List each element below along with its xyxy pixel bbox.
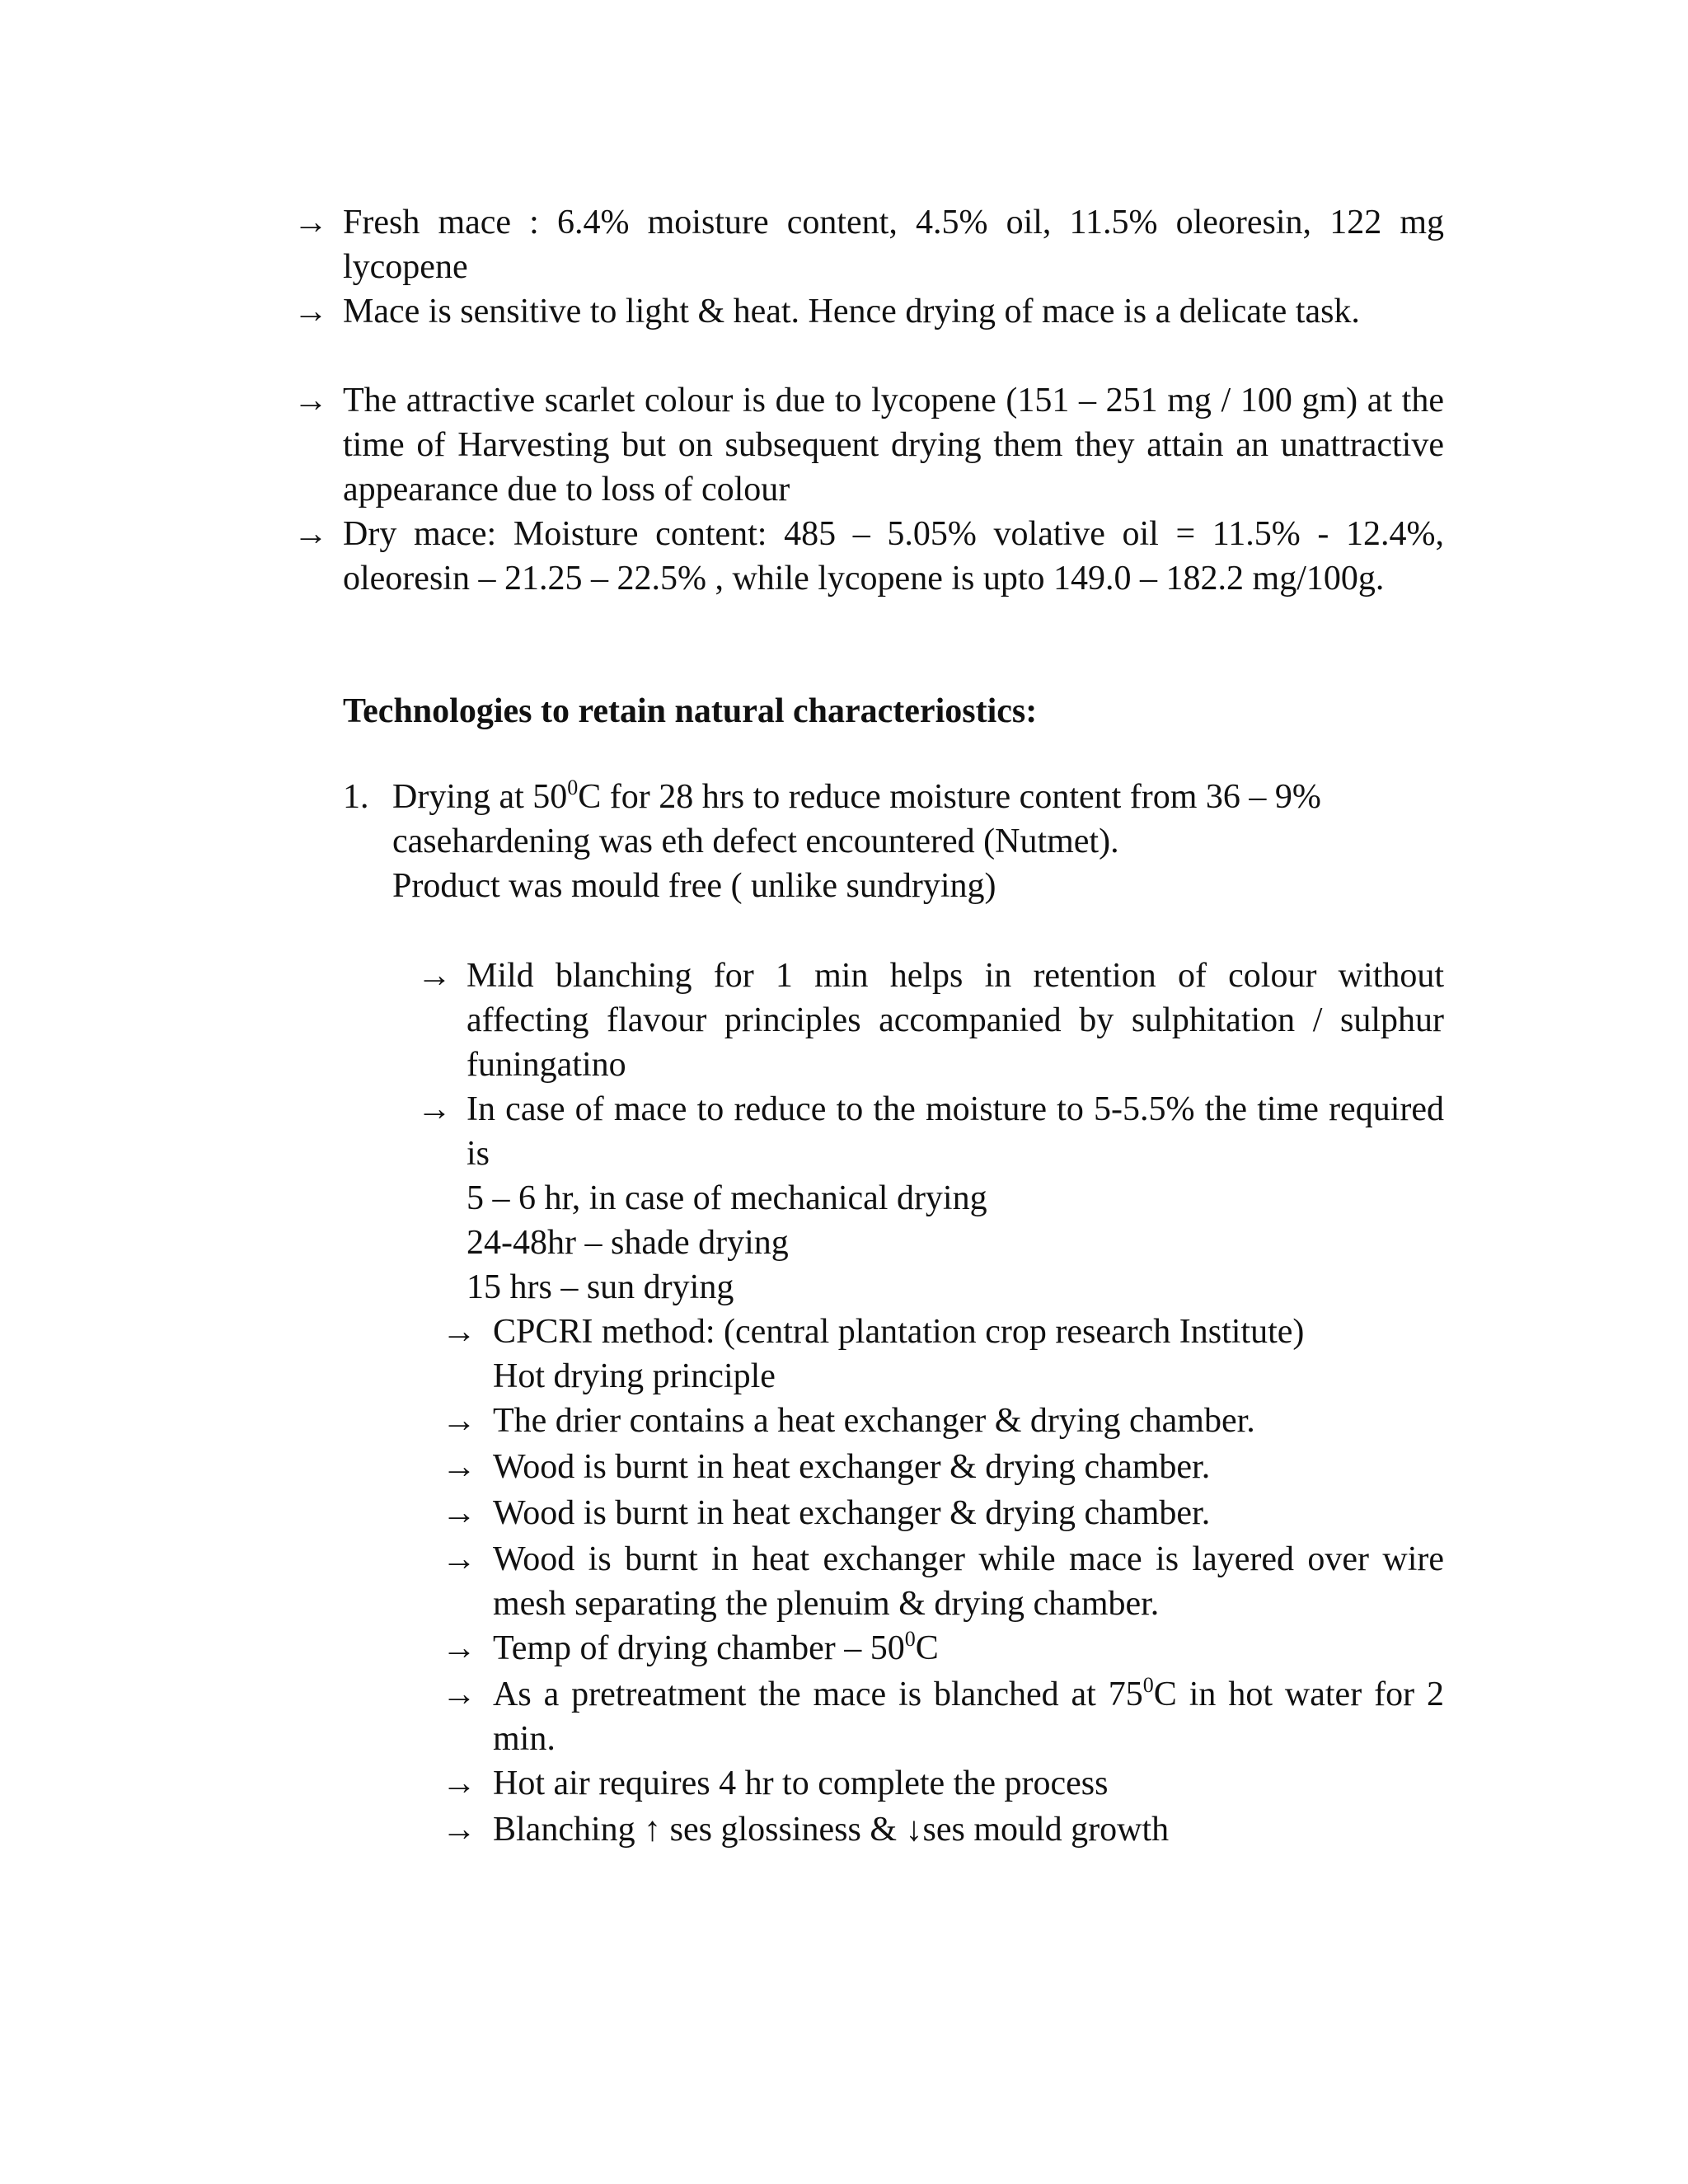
item-number: 1. [343,778,369,816]
cpcri-line-1: CPCRI method: (central plantation crop research Institute) [493,1313,1305,1351]
text: As a pretreatment the mace is blanched at 75 [493,1675,1143,1713]
arrow-icon: → [442,1494,476,1532]
section-heading: Technologies to retain natural characteriostics: [343,692,1038,730]
arrow-icon: → [417,1090,452,1128]
bullet-text: The attractive scarlet colour is due to lycopene (151 – 251 mg / 100 gm) at the time of Harvesting but on subsequent drying them they attain an unattractive appearance due to loss of colour [343,382,1444,509]
superscript: 0 [904,1627,916,1651]
text: Drying at 50 [392,778,568,816]
sub-bullet-mace-moisture [417,1087,1444,1176]
bullet-wood-burnt-mesh [442,1537,1444,1626]
bullet-text: Fresh mace : 6.4% moisture content, 4.5% oil, 11.5% oleoresin, 122 mg lycopene [343,204,1444,286]
numbered-line-1 [392,775,1444,819]
bullet-wood-burnt-2 [442,1491,1444,1535]
drying-time-mechanical: 5 – 6 hr, in case of mechanical drying [467,1179,987,1217]
arrow-icon: → [442,1765,476,1802]
down-arrow-icon: ↓ [905,1811,923,1849]
bullet-fresh-mace [293,200,1444,289]
bullet-pretreatment [442,1672,1445,1761]
numbered-line-2: casehardening was eth defect encountered (Nutmet). [392,823,1119,860]
arrow-icon: → [442,1629,476,1667]
bullet-text: Mace is sensitive to light & heat. Hence drying of mace is a delicate task. [343,293,1360,330]
text: C [915,1629,939,1667]
bullet-blanching-effects [442,1807,1444,1852]
superscript: 0 [567,776,579,799]
bullet-drier-contains [442,1399,1444,1443]
arrow-icon: → [293,382,328,419]
bullet-text: Mild blanching for 1 min helps in retention of colour without affecting flavour principles accompanied by sulphitation / sulphur funingatino [467,957,1444,1084]
bullet-hot-air [442,1761,1444,1806]
text: C in hot water for 2 min. [493,1675,1445,1758]
bullet-text: Wood is burnt in heat exchanger while mace is layered over wire mesh separating the plenuim & drying chamber. [493,1540,1444,1623]
arrow-icon: → [442,1540,476,1578]
text: Blanching [493,1811,645,1849]
bullet-wood-burnt-1 [442,1445,1444,1489]
bullet-text: Dry mace: Moisture content: 485 – 5.05% volative oil = 11.5% - 12.4%, oleoresin – 21.25 – 22.5% , while lycopene is upto 149.0 – 182.2 mg/100g. [343,515,1444,598]
superscript: 0 [1142,1673,1154,1697]
bullet-text: Wood is burnt in heat exchanger & drying chamber. [493,1448,1211,1486]
text: ses mould growth [922,1811,1170,1849]
drying-time-shade: 24-48hr – shade drying [467,1224,789,1262]
bullet-temp-chamber [442,1626,1444,1671]
text: ses glossiness & [661,1811,906,1849]
arrow-icon: → [442,1448,476,1486]
bullet-text: The drier contains a heat exchanger & drying chamber. [493,1402,1255,1440]
arrow-icon: → [293,515,328,553]
cpcri-line-2: Hot drying principle [493,1357,776,1395]
arrow-icon: → [442,1313,476,1351]
up-arrow-icon: ↑ [644,1811,662,1849]
bullet-text: Hot air requires 4 hr to complete the process [493,1765,1109,1802]
bullet-cpcri-method [442,1310,1444,1399]
bullet-scarlet-colour [293,378,1444,512]
bullet-mace-sensitivity [293,289,1444,334]
arrow-icon: → [442,1811,476,1849]
bullet-dry-mace [293,512,1444,601]
arrow-icon: → [293,204,328,241]
arrow-icon: → [417,957,452,995]
bullet-text: In case of mace to reduce to the moisture to 5-5.5% the time required is [467,1090,1444,1173]
arrow-icon: → [293,293,328,330]
numbered-line-3: Product was mould free ( unlike sundrying) [392,867,996,905]
arrow-icon: → [442,1402,476,1440]
drying-time-sun: 15 hrs – sun drying [467,1268,734,1306]
text: Temp of drying chamber – 50 [493,1629,905,1667]
text: C for 28 hrs to reduce moisture content from 36 – 9% [578,778,1321,816]
bullet-text: Wood is burnt in heat exchanger & drying chamber. [493,1494,1211,1532]
arrow-icon: → [442,1675,476,1713]
sub-bullet-mild-blanching [417,954,1444,1087]
